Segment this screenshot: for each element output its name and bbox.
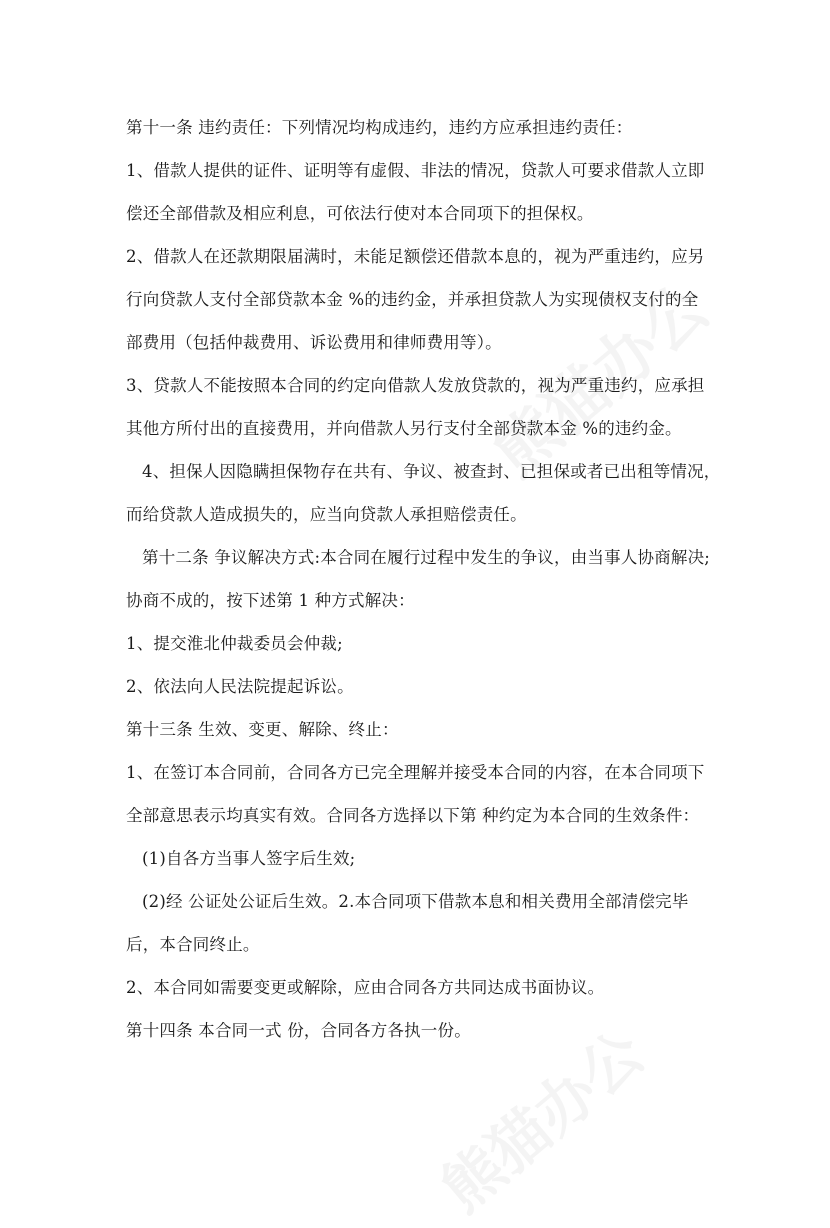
paragraph-line: 而给贷款人造成损失的，应当向贷款人承担赔偿责任。 [126, 505, 527, 524]
paragraph-line: 2、依法向人民法院提起诉讼。 [126, 677, 354, 696]
paragraph-line: 3、贷款人不能按照本合同的约定向借款人发放贷款的，视为严重违约，应承担 [126, 376, 705, 395]
article-11-heading: 第十一条 违约责任：下列情况均构成违约，违约方应承担违约责任： [126, 118, 633, 137]
paragraph-line: 1、提交淮北仲裁委员会仲裁; [126, 634, 343, 653]
paragraph-line: 协商不成的，按下述第 1 种方式解决： [126, 591, 415, 610]
paragraph-line: 1、在签订本合同前，合同各方已完全理解并接受本合同的内容，在本合同项下 [126, 763, 705, 782]
paragraph-line: (2)经 公证处公证后生效。2.本合同项下借款本息和相关费用全部清偿完毕 [142, 892, 689, 911]
paragraph-line: 其他方所付出的直接费用，并向借款人另行支付全部贷款本金 %的违约金。 [126, 419, 682, 438]
paragraph-line: 行向贷款人支付全部贷款本金 %的违约金，并承担贷款人为实现债权支付的全 [126, 290, 699, 309]
paragraph-line: 2、本合同如需要变更或解除，应由合同各方共同达成书面协议。 [126, 978, 605, 997]
paragraph-line: 偿还全部借款及相应利息，可依法行使对本合同项下的担保权。 [126, 204, 594, 223]
paragraph-line: 全部意思表示均真实有效。合同各方选择以下第 种约定为本合同的生效条件： [126, 806, 700, 825]
article-13-heading: 第十三条 生效、变更、解除、终止： [126, 720, 399, 739]
paragraph-line: (1)自各方当事人签字后生效; [142, 849, 356, 868]
article-12-heading: 第十二条 争议解决方式:本合同在履行过程中发生的争议，由当事人协商解决; [142, 548, 711, 567]
paragraph-line: 部费用（包括仲裁费用、诉讼费用和律师费用等）。 [126, 333, 502, 352]
paragraph-line: 2、借款人在还款期限届满时，未能足额偿还借款本息的，视为严重违约，应另 [126, 247, 705, 266]
article-14-heading: 第十四条 本合同一式 份，合同各方各执一份。 [126, 1021, 471, 1040]
paragraph-line: 1、借款人提供的证件、证明等有虚假、非法的情况，贷款人可要求借款人立即 [126, 161, 705, 180]
paragraph-line: 4、担保人因隐瞒担保物存在共有、争议、被查封、已担保或者已出租等情况， [142, 462, 721, 481]
paragraph-line: 后，本合同终止。 [126, 935, 260, 954]
